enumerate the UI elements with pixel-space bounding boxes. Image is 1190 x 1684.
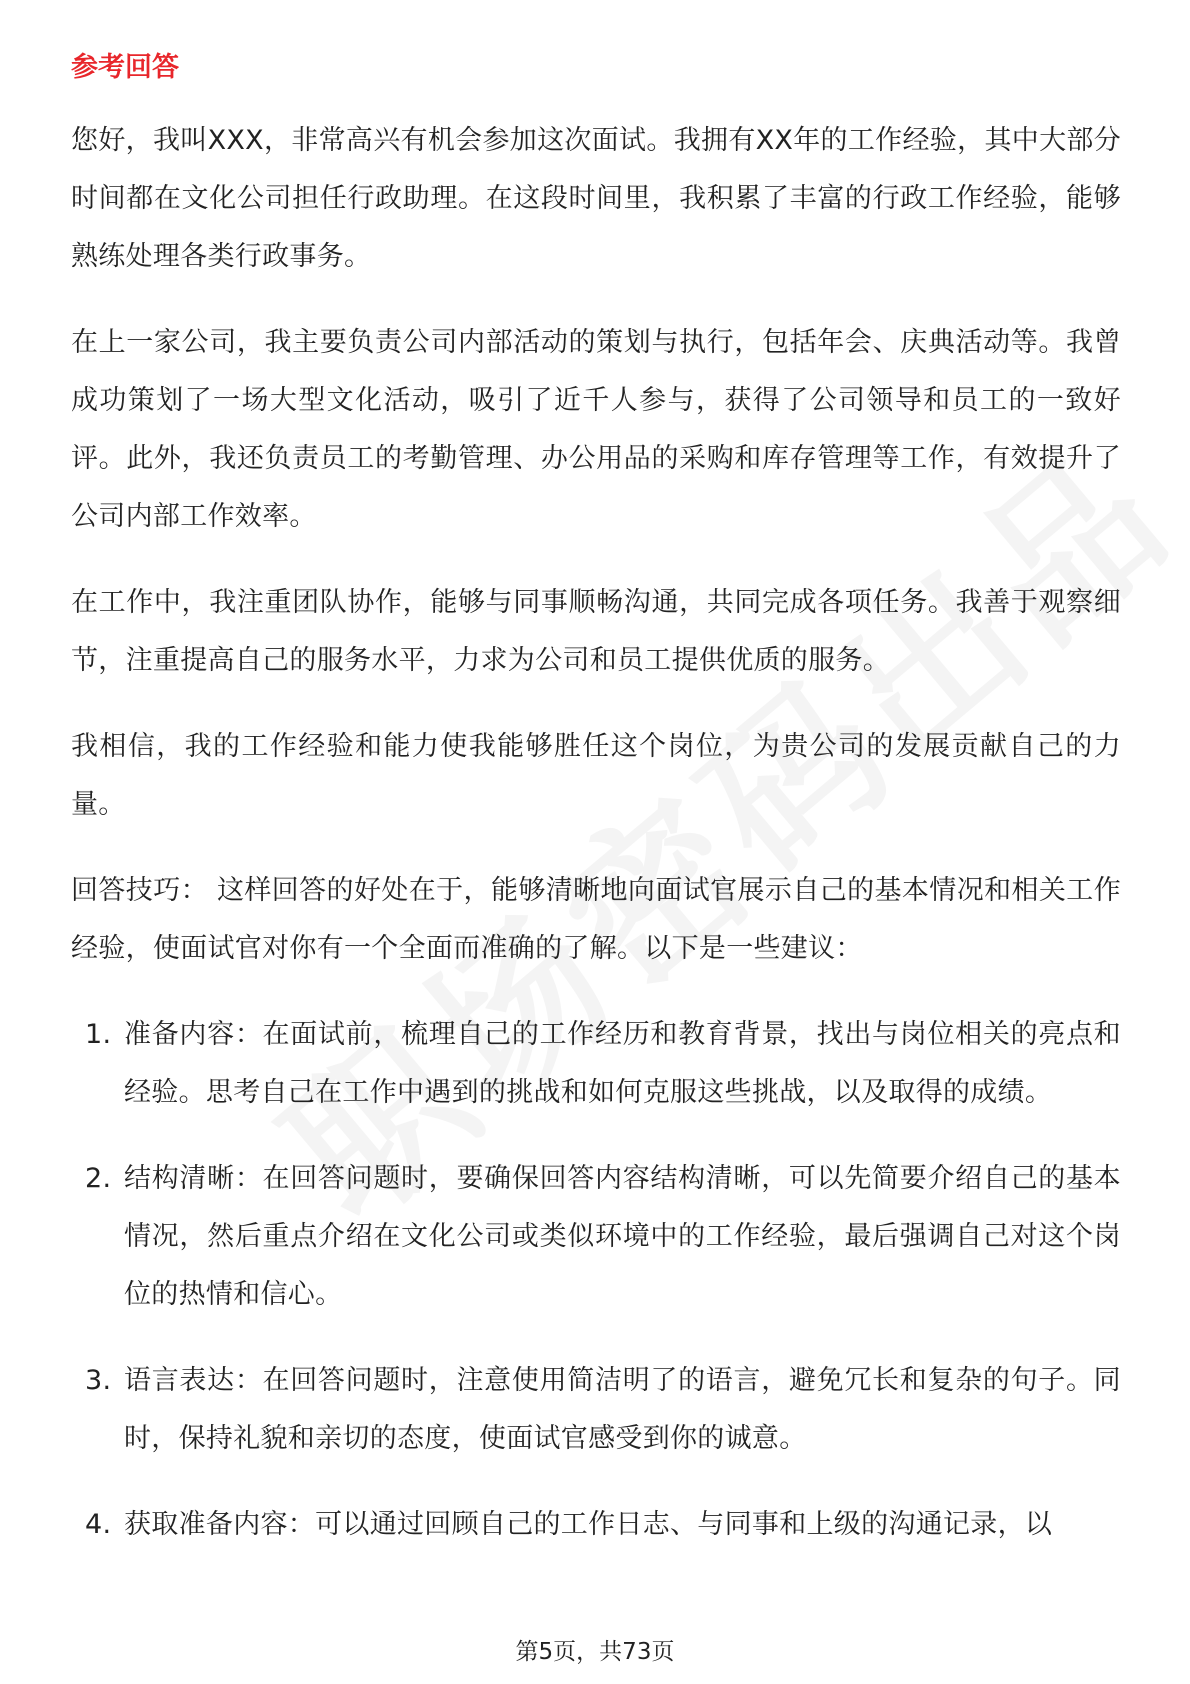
list-item-number: 4. — [85, 1509, 112, 1540]
list-item-number: 1. — [85, 1019, 112, 1050]
list-item-text: 结构清晰：在回答问题时，要确保回答内容结构清晰，可以先简要介绍自己的基本情况，然后重点介绍在文化公司或类似环境中的工作经验，最后强调自己对这个岗位的热情和信心。 — [124, 1163, 1121, 1310]
page-footer: 第5页，共73页 — [515, 1639, 675, 1665]
paragraph-tips: 回答技巧： 这样回答的好处在于，能够清晰地向面试官展示自己的基本情况和相关工作经验，使面试官对你有一个全面而准确的了解。以下是一些建议： — [71, 875, 1121, 964]
list-item-number: 3. — [85, 1365, 112, 1396]
list-item-text: 语言表达：在回答问题时，注意使用简洁明了的语言，避免冗长和复杂的句子。同时，保持礼貌和亲切的态度，使面试官感受到你的诚意。 — [124, 1365, 1121, 1454]
tips-list — [71, 1006, 1121, 1554]
list-item — [71, 1006, 1121, 1122]
paragraph-intro: 您好，我叫XXX，非常高兴有机会参加这次面试。我拥有XX年的工作经验，其中大部分时间都在文化公司担任行政助理。在这段时间里，我积累了丰富的行政工作经验，能够熟练处理各类行政事务。 — [71, 125, 1121, 272]
list-item — [71, 1496, 1121, 1554]
list-item — [71, 1150, 1121, 1324]
paragraph-closing: 我相信，我的工作经验和能力使我能够胜任这个岗位，为贵公司的发展贡献自己的力量。 — [71, 731, 1121, 820]
section-heading: 参考回答 — [71, 52, 179, 83]
list-item-text: 准备内容：在面试前，梳理自己的工作经历和教育背景，找出与岗位相关的亮点和经验。思考自己在工作中遇到的挑战和如何克服这些挑战，以及取得的成绩。 — [124, 1019, 1121, 1108]
paragraph-teamwork: 在工作中，我注重团队协作，能够与同事顺畅沟通，共同完成各项任务。我善于观察细节，注重提高自己的服务水平，力求为公司和员工提供优质的服务。 — [71, 587, 1121, 676]
paragraph-experience: 在上一家公司，我主要负责公司内部活动的策划与执行，包括年会、庆典活动等。我曾成功策划了一场大型文化活动，吸引了近千人参与，获得了公司领导和员工的一致好评。此外，我还负责员工的考勤管理、办公用品的采购和库存管理等工作，有效提升了公司内部工作效率。 — [71, 327, 1121, 532]
document-content — [71, 48, 1121, 1582]
list-item-number: 2. — [85, 1163, 112, 1194]
list-item — [71, 1352, 1121, 1468]
list-item-text: 获取准备内容：可以通过回顾自己的工作日志、与同事和上级的沟通记录，以 — [124, 1509, 1053, 1540]
